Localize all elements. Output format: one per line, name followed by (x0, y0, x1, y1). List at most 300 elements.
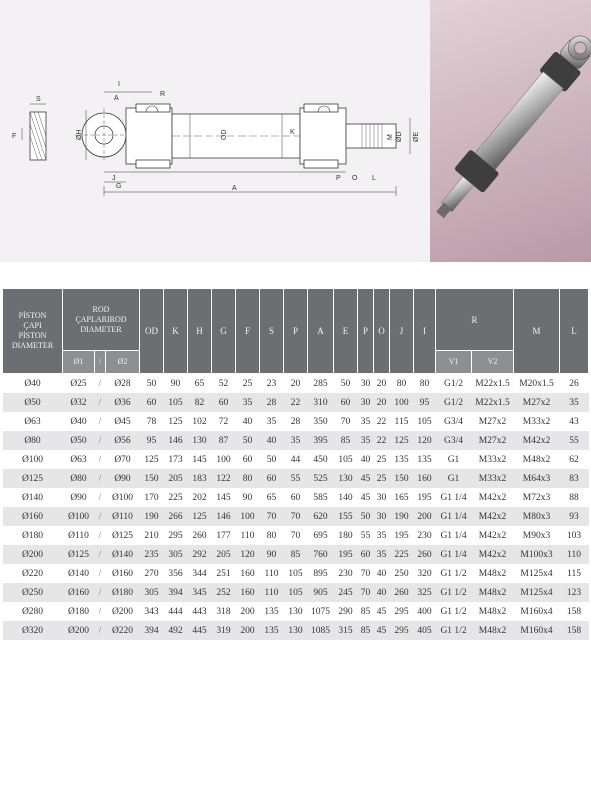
table-row (3, 507, 589, 526)
table-cell: 105 (414, 412, 436, 431)
table-cell: M48x2 (472, 583, 514, 602)
table-row (3, 583, 589, 602)
table-cell: G1 1/2 (436, 602, 472, 621)
table-cell: 50 (334, 374, 358, 394)
table-cell: 70 (260, 507, 284, 526)
dim-od-label: OD (221, 129, 228, 140)
dim-m-label: M (387, 134, 394, 140)
table-cell: / (95, 526, 106, 545)
table-cell: 80 (236, 469, 260, 488)
table-cell: / (95, 469, 106, 488)
table-row (3, 488, 589, 507)
table-cell: 28 (260, 393, 284, 412)
table-cell: 235 (140, 545, 164, 564)
header-i: I (414, 289, 436, 374)
table-cell: 130 (188, 431, 212, 450)
header-m: M (514, 289, 560, 374)
dim-g-label: G (116, 183, 122, 190)
table-cell: 200 (236, 621, 260, 640)
table-cell: Ø180 (106, 583, 140, 602)
table-cell: 60 (260, 469, 284, 488)
table-cell: 50 (260, 450, 284, 469)
table-cell: M48x2 (472, 621, 514, 640)
table-cell: G1 (436, 469, 472, 488)
table-cell: 225 (164, 488, 188, 507)
dim-j-label: J (112, 175, 116, 182)
table-cell: 195 (390, 526, 414, 545)
table-cell: Ø32 (63, 393, 95, 412)
table-cell: 140 (334, 488, 358, 507)
table-cell: 620 (308, 507, 334, 526)
table-cell: 200 (414, 507, 436, 526)
table-cell: 1075 (308, 602, 334, 621)
front-head (300, 104, 346, 168)
table-row (3, 431, 589, 450)
table-cell: M42x2 (514, 431, 560, 450)
dim-d-label: ØD (396, 131, 403, 142)
table-cell: 135 (390, 450, 414, 469)
table-cell: Ø180 (63, 602, 95, 621)
table-cell: M48x2 (472, 564, 514, 583)
table-cell: 205 (212, 545, 236, 564)
table-cell: M100x3 (514, 545, 560, 564)
table-cell: 87 (212, 431, 236, 450)
table-cell: 45 (374, 621, 390, 640)
table-cell: 318 (212, 602, 236, 621)
dim-a-total-label: A (232, 185, 237, 192)
table-cell: 183 (188, 469, 212, 488)
table-cell: 102 (188, 412, 212, 431)
table-cell: 444 (164, 602, 188, 621)
table-cell: 35 (560, 393, 589, 412)
table-cell: Ø200 (106, 602, 140, 621)
table-cell: 30 (374, 507, 390, 526)
dim-o-label: O (352, 175, 358, 182)
table-cell: 95 (140, 431, 164, 450)
table-cell: 202 (188, 488, 212, 507)
table-cell: 145 (212, 488, 236, 507)
cylinder-barrel (172, 114, 300, 158)
table-row (3, 469, 589, 488)
table-cell: M33x2 (472, 469, 514, 488)
table-cell: G1 1/2 (436, 583, 472, 602)
table-cell: 103 (560, 526, 589, 545)
table-cell: Ø25 (63, 374, 95, 394)
dim-e-label: ØE (413, 131, 420, 142)
table-cell: 190 (390, 507, 414, 526)
table-cell: M42x2 (472, 488, 514, 507)
table-cell: 350 (308, 412, 334, 431)
table-cell: 62 (560, 450, 589, 469)
table-cell: 1085 (308, 621, 334, 640)
table-cell: 266 (164, 507, 188, 526)
table-cell: 78 (140, 412, 164, 431)
header-o: O (374, 289, 390, 374)
table-cell: G1/2 (436, 374, 472, 394)
table-cell: / (95, 393, 106, 412)
table-cell: M160x4 (514, 621, 560, 640)
table-row (3, 602, 589, 621)
table-cell: M125x4 (514, 583, 560, 602)
table-cell: 30 (358, 374, 374, 394)
table-cell: G1 1/2 (436, 564, 472, 583)
dim-s-label: S (36, 96, 41, 103)
table-cell: 343 (140, 602, 164, 621)
table-cell: 492 (164, 621, 188, 640)
table-cell: M125x4 (514, 564, 560, 583)
table-cell: G1 1/4 (436, 507, 472, 526)
table-cell: 344 (188, 564, 212, 583)
table-cell: 22 (374, 431, 390, 450)
header-h: H (188, 289, 212, 374)
table-cell: / (95, 412, 106, 431)
table-cell: M64x3 (514, 469, 560, 488)
table-cell: Ø45 (106, 412, 140, 431)
header-r-v1: V1 (436, 351, 472, 374)
table-cell: 345 (188, 583, 212, 602)
table-cell: 160 (236, 583, 260, 602)
table-cell: 40 (374, 564, 390, 583)
cylinder-photo (430, 0, 591, 262)
table-cell: M72x3 (514, 488, 560, 507)
table-cell: 30 (374, 488, 390, 507)
table-cell: G1 1/2 (436, 621, 472, 640)
table-cell: Ø220 (3, 564, 63, 583)
header-p: P (284, 289, 308, 374)
table-cell: Ø63 (3, 412, 63, 431)
table-cell: 251 (212, 564, 236, 583)
table-cell: 205 (164, 469, 188, 488)
table-cell: Ø160 (3, 507, 63, 526)
table-cell: 60 (284, 488, 308, 507)
table-cell: 85 (358, 621, 374, 640)
table-cell: 105 (334, 450, 358, 469)
table-row (3, 526, 589, 545)
table-cell: 43 (560, 412, 589, 431)
table-cell: 35 (374, 545, 390, 564)
table-cell: 260 (414, 545, 436, 564)
table-cell: 88 (560, 488, 589, 507)
table-cell: 125 (140, 450, 164, 469)
table-cell: 135 (414, 450, 436, 469)
table-cell: 70 (284, 507, 308, 526)
table-cell: 55 (560, 431, 589, 450)
table-cell: 270 (140, 564, 164, 583)
table-cell: 146 (212, 507, 236, 526)
table-cell: Ø125 (3, 469, 63, 488)
table-cell: M80x3 (514, 507, 560, 526)
table-cell: 40 (236, 412, 260, 431)
table-cell: / (95, 621, 106, 640)
table-cell: 394 (140, 621, 164, 640)
table-cell: 22 (284, 393, 308, 412)
table-cell: 130 (334, 469, 358, 488)
table-cell: 80 (414, 374, 436, 394)
table-cell: Ø100 (106, 488, 140, 507)
table-cell: 105 (284, 583, 308, 602)
header-e: E (334, 289, 358, 374)
table-cell: 22 (374, 412, 390, 431)
table-cell: 394 (164, 583, 188, 602)
table-cell: M48x2 (472, 602, 514, 621)
table-cell: 25 (236, 374, 260, 394)
table-cell: 110 (560, 545, 589, 564)
table-cell: 123 (560, 583, 589, 602)
table-cell: Ø90 (63, 488, 95, 507)
table-cell: M48x2 (514, 450, 560, 469)
table-cell: Ø160 (106, 564, 140, 583)
table-cell: 405 (414, 621, 436, 640)
table-cell: Ø36 (106, 393, 140, 412)
table-cell: / (95, 374, 106, 394)
table-cell: Ø200 (63, 621, 95, 640)
table-cell: Ø28 (106, 374, 140, 394)
table-cell: 90 (260, 545, 284, 564)
table-cell: 285 (308, 374, 334, 394)
table-cell: 50 (236, 431, 260, 450)
header-rod-slash: / (95, 351, 106, 374)
table-cell: 45 (358, 469, 374, 488)
table-cell: M20x1.5 (514, 374, 560, 394)
table-cell: 146 (164, 431, 188, 450)
table-cell: / (95, 583, 106, 602)
table-cell: Ø50 (63, 431, 95, 450)
table-cell: 35 (284, 431, 308, 450)
table-cell: 50 (140, 374, 164, 394)
table-cell: 160 (236, 564, 260, 583)
table-cell: 110 (260, 564, 284, 583)
table-cell: / (95, 431, 106, 450)
table-cell: Ø280 (3, 602, 63, 621)
table-cell: 35 (260, 412, 284, 431)
clevis-side-view (22, 104, 46, 160)
table-cell: M42x2 (472, 526, 514, 545)
table-cell: 110 (260, 583, 284, 602)
table-cell: 443 (188, 602, 212, 621)
table-cell: 325 (414, 583, 436, 602)
table-cell: 80 (260, 526, 284, 545)
table-cell: 195 (414, 488, 436, 507)
table-cell: 45 (374, 602, 390, 621)
table-cell: 83 (560, 469, 589, 488)
table-cell: 65 (188, 374, 212, 394)
technical-drawing (0, 0, 430, 262)
table-cell: / (95, 602, 106, 621)
table-cell: G1 1/4 (436, 545, 472, 564)
table-cell: 158 (560, 602, 589, 621)
table-cell: M27x2 (472, 431, 514, 450)
table-cell: G3/4 (436, 412, 472, 431)
table-cell: 120 (414, 431, 436, 450)
table-cell: M27x2 (472, 412, 514, 431)
table-cell: 60 (140, 393, 164, 412)
table-cell: 295 (390, 621, 414, 640)
table-cell: 100 (212, 450, 236, 469)
header-k: K (164, 289, 188, 374)
table-cell: 70 (334, 412, 358, 431)
table-cell: 30 (358, 393, 374, 412)
table-cell: 50 (358, 507, 374, 526)
table-cell: 135 (260, 621, 284, 640)
table-cell: 230 (334, 564, 358, 583)
header-rod-o1: Ø1 (63, 351, 95, 374)
table-cell: 195 (334, 545, 358, 564)
table-cell: 177 (212, 526, 236, 545)
table-cell: Ø125 (106, 526, 140, 545)
table-cell: 320 (414, 564, 436, 583)
table-cell: Ø80 (63, 469, 95, 488)
table-cell: 155 (334, 507, 358, 526)
table-cell: 20 (374, 393, 390, 412)
table-cell: 100 (390, 393, 414, 412)
table-cell: 28 (284, 412, 308, 431)
table-cell: 190 (140, 507, 164, 526)
table-cell: 130 (284, 602, 308, 621)
table-cell: 310 (308, 393, 334, 412)
table-cell: Ø140 (63, 564, 95, 583)
table-cell: 150 (140, 469, 164, 488)
table-row (3, 450, 589, 469)
header-l: L (560, 289, 589, 374)
table-cell: 250 (390, 564, 414, 583)
table-cell: 35 (358, 412, 374, 431)
table-cell: 45 (358, 488, 374, 507)
table-cell: 125 (164, 412, 188, 431)
table-cell: 315 (334, 621, 358, 640)
header-od: OD (140, 289, 164, 374)
table-cell: 122 (212, 469, 236, 488)
table-cell: 35 (374, 526, 390, 545)
table-row (3, 545, 589, 564)
table-cell: Ø90 (106, 469, 140, 488)
table-cell: 60 (236, 450, 260, 469)
table-cell: 95 (414, 393, 436, 412)
dim-k-right-label: K (290, 129, 295, 136)
table-cell: 292 (188, 545, 212, 564)
table-cell: 200 (236, 602, 260, 621)
table-cell: 135 (260, 602, 284, 621)
table-cell: Ø110 (63, 526, 95, 545)
table-cell: Ø110 (106, 507, 140, 526)
dim-r-label: R (160, 91, 166, 98)
table-cell: 252 (212, 583, 236, 602)
table-cell: 210 (140, 526, 164, 545)
table-cell: 245 (334, 583, 358, 602)
table-cell: Ø140 (3, 488, 63, 507)
header-s: S (260, 289, 284, 374)
table-cell: 695 (308, 526, 334, 545)
header-r-v2: V2 (472, 351, 514, 374)
table-cell: 170 (140, 488, 164, 507)
table-cell: G1 1/4 (436, 526, 472, 545)
table-cell: 82 (188, 393, 212, 412)
table-cell: M160x4 (514, 602, 560, 621)
table-cell: / (95, 545, 106, 564)
header-p2: P (358, 289, 374, 374)
table-cell: 150 (390, 469, 414, 488)
table-cell: Ø80 (3, 431, 63, 450)
dim-l-label: L (372, 175, 376, 182)
table-cell: Ø200 (3, 545, 63, 564)
table-cell: 305 (164, 545, 188, 564)
header-piston-diameter: PİSTON ÇAPI PİSTON DIAMETER (3, 289, 63, 374)
table-cell: 55 (358, 526, 374, 545)
table-cell: G3/4 (436, 431, 472, 450)
table-row (3, 393, 589, 412)
table-cell: 158 (560, 621, 589, 640)
table-cell: 173 (164, 450, 188, 469)
header-f: F (236, 289, 260, 374)
table-cell: 20 (284, 374, 308, 394)
dim-p-label: P (336, 175, 341, 182)
table-cell: 35 (358, 431, 374, 450)
table-cell: 115 (390, 412, 414, 431)
table-cell: 905 (308, 583, 334, 602)
table-cell: 525 (308, 469, 334, 488)
table-cell: 295 (390, 602, 414, 621)
table-cell: 120 (236, 545, 260, 564)
table-cell: M42x2 (472, 545, 514, 564)
table-cell: Ø125 (63, 545, 95, 564)
table-cell: 290 (334, 602, 358, 621)
table-cell: Ø100 (3, 450, 63, 469)
table-cell: Ø100 (63, 507, 95, 526)
header-g: G (212, 289, 236, 374)
header-a: A (308, 289, 334, 374)
table-cell: Ø250 (3, 583, 63, 602)
table-cell: 115 (560, 564, 589, 583)
table-cell: 90 (164, 374, 188, 394)
dimension-table-body (3, 374, 589, 641)
table-cell: 225 (390, 545, 414, 564)
table-cell: 145 (188, 450, 212, 469)
table-cell: 125 (188, 507, 212, 526)
table-cell: 760 (308, 545, 334, 564)
table-cell: 25 (374, 450, 390, 469)
dim-f-label: F (12, 133, 17, 140)
table-cell: 20 (374, 374, 390, 394)
table-cell: 65 (260, 488, 284, 507)
table-cell: M22x1.5 (472, 374, 514, 394)
table-cell: 70 (358, 564, 374, 583)
table-cell: 165 (390, 488, 414, 507)
table-cell: 295 (164, 526, 188, 545)
table-cell: M90x3 (514, 526, 560, 545)
table-cell: 25 (374, 469, 390, 488)
table-cell: 160 (414, 469, 436, 488)
table-cell: 52 (212, 374, 236, 394)
rear-head (126, 104, 172, 168)
table-cell: Ø140 (106, 545, 140, 564)
table-cell: Ø180 (3, 526, 63, 545)
table-cell: 72 (212, 412, 236, 431)
table-cell: Ø70 (106, 450, 140, 469)
table-cell: 105 (164, 393, 188, 412)
table-cell: 40 (358, 450, 374, 469)
table-cell: 585 (308, 488, 334, 507)
table-cell: Ø320 (3, 621, 63, 640)
table-cell: M33x2 (472, 450, 514, 469)
table-row (3, 374, 589, 394)
table-cell: Ø56 (106, 431, 140, 450)
table-cell: 180 (334, 526, 358, 545)
table-cell: 23 (260, 374, 284, 394)
table-cell: 70 (358, 583, 374, 602)
table-cell: / (95, 450, 106, 469)
table-cell: 85 (358, 602, 374, 621)
table-cell: 80 (390, 374, 414, 394)
table-cell: 40 (260, 431, 284, 450)
